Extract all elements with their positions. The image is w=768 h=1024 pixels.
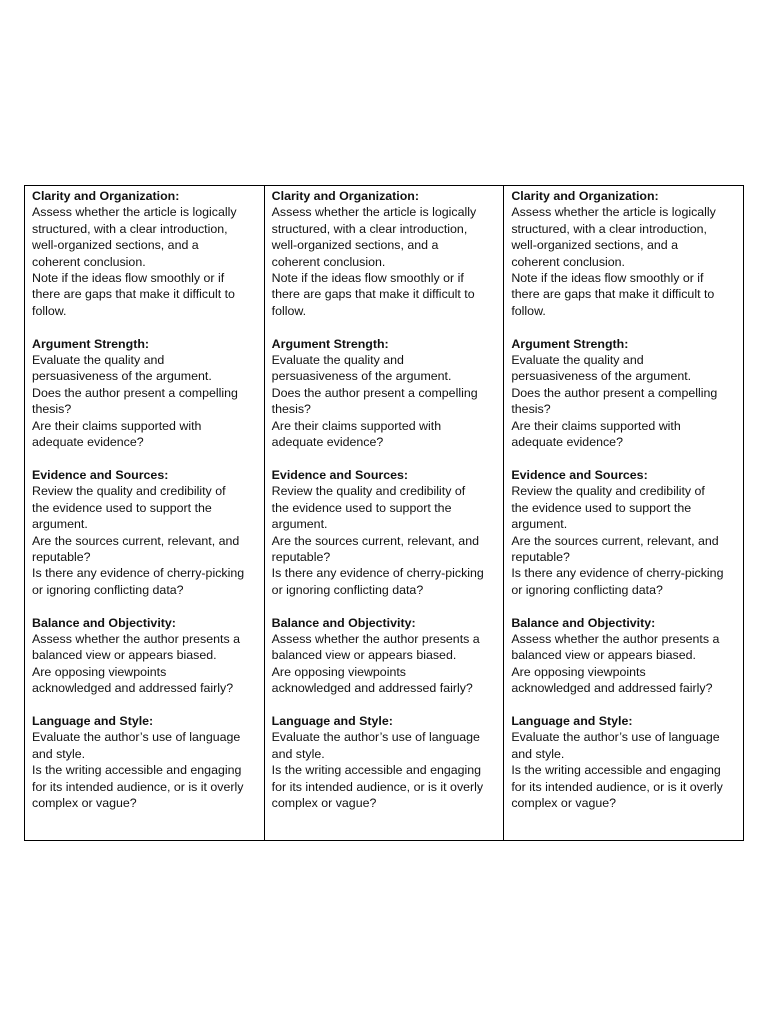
criterion-text-line: argument. bbox=[32, 517, 88, 532]
criterion-text-line: reputable? bbox=[271, 549, 331, 564]
criterion-heading: Clarity and Organization: bbox=[32, 189, 180, 203]
criterion-argument-strength bbox=[511, 336, 737, 451]
criterion-text-line: Is there any evidence of cherry-picking bbox=[511, 566, 724, 581]
criterion-text-line: there are gaps that make it difficult to bbox=[271, 287, 475, 302]
criterion-text-line: and style. bbox=[271, 746, 325, 761]
criterion-clarity-organization bbox=[32, 188, 258, 319]
criterion-text-line: acknowledged and addressed fairly? bbox=[511, 681, 713, 696]
criterion-text-line: thesis? bbox=[511, 402, 551, 417]
criterion-text-line: well-organized sections, and a bbox=[271, 238, 439, 253]
criterion-heading: Evidence and Sources: bbox=[32, 467, 169, 482]
criterion-text-line: Assess whether the author presents a bbox=[32, 631, 241, 646]
rubric-column-2 bbox=[265, 186, 505, 840]
criterion-text-line: coherent conclusion. bbox=[32, 254, 146, 269]
criterion-text-line: the evidence used to support the bbox=[271, 500, 452, 515]
rubric-column-3 bbox=[504, 186, 743, 840]
criterion-text-line: structured, with a clear introduction, bbox=[511, 221, 707, 236]
criterion-heading: Language and Style: bbox=[511, 713, 633, 728]
criterion-text-line: Does the author present a compelling bbox=[271, 385, 478, 400]
criterion-text-line: Evaluate the quality and bbox=[32, 353, 165, 368]
criterion-text-line: Review the quality and credibility of bbox=[271, 484, 466, 499]
criterion-balance-objectivity bbox=[272, 615, 498, 697]
criterion-argument-strength bbox=[272, 336, 498, 451]
criterion-clarity-organization bbox=[272, 188, 498, 319]
criterion-heading: Balance and Objectivity: bbox=[511, 615, 656, 630]
criterion-text-line: balanced view or appears biased. bbox=[32, 648, 217, 663]
criterion-text-line: persuasiveness of the argument. bbox=[271, 369, 452, 384]
criterion-heading: Clarity and Organization: bbox=[271, 189, 419, 203]
criterion-text-line: Note if the ideas flow smoothly or if bbox=[32, 271, 225, 286]
criterion-text-line: for its intended audience, or is it overly bbox=[32, 779, 244, 794]
criterion-heading: Language and Style: bbox=[32, 713, 154, 728]
criterion-text-line: reputable? bbox=[32, 549, 91, 564]
criterion-text-line: argument. bbox=[271, 517, 328, 532]
criterion-balance-objectivity bbox=[511, 615, 737, 697]
criterion-text-line: persuasiveness of the argument. bbox=[32, 369, 212, 384]
criterion-text-line: adequate evidence? bbox=[32, 435, 144, 450]
criterion-text-line: Evaluate the author’s use of language bbox=[32, 730, 241, 745]
criterion-text-line: for its intended audience, or is it overly bbox=[271, 779, 484, 794]
criterion-text-line: follow. bbox=[271, 303, 307, 318]
criterion-text-line: Evaluate the quality and bbox=[511, 353, 644, 368]
criterion-text-line: thesis? bbox=[32, 402, 72, 417]
criterion-heading: Argument Strength: bbox=[32, 336, 150, 351]
criterion-heading: Argument Strength: bbox=[271, 336, 389, 351]
criterion-text-line: complex or vague? bbox=[32, 795, 137, 810]
criterion-text-line: adequate evidence? bbox=[271, 435, 384, 450]
criterion-text-line: and style. bbox=[32, 746, 86, 761]
criterion-text-line: Review the quality and credibility of bbox=[511, 484, 705, 499]
criterion-text-line: Review the quality and credibility of bbox=[32, 484, 226, 499]
criterion-text-line: Note if the ideas flow smoothly or if bbox=[271, 271, 464, 286]
criterion-text-line: or ignoring conflicting data? bbox=[511, 582, 663, 597]
criterion-heading: Language and Style: bbox=[271, 713, 393, 728]
criterion-heading: Evidence and Sources: bbox=[511, 467, 648, 482]
criterion-text-line: Are their claims supported with bbox=[32, 418, 202, 433]
criterion-text-line: Are their claims supported with bbox=[271, 418, 442, 433]
criterion-evidence-sources bbox=[32, 467, 258, 598]
criterion-argument-strength bbox=[32, 336, 258, 451]
criterion-text-line: complex or vague? bbox=[271, 795, 377, 810]
rubric-column-1 bbox=[25, 186, 265, 840]
criterion-text-line: Are opposing viewpoints bbox=[271, 664, 406, 679]
criterion-text-line: Assess whether the author presents a bbox=[271, 631, 480, 646]
criterion-text-line: Is there any evidence of cherry-picking bbox=[32, 566, 245, 581]
criterion-text-line: complex or vague? bbox=[511, 795, 617, 810]
criterion-text-line: adequate evidence? bbox=[511, 435, 623, 450]
criterion-text-line: reputable? bbox=[511, 549, 570, 564]
criterion-text-line: or ignoring conflicting data? bbox=[271, 582, 424, 597]
criterion-text-line: coherent conclusion. bbox=[511, 254, 625, 269]
criterion-language-style bbox=[32, 713, 258, 811]
criterion-text-line: Does the author present a compelling bbox=[32, 385, 238, 400]
criterion-text-line: acknowledged and addressed fairly? bbox=[32, 681, 234, 696]
criterion-text-line: Evaluate the author’s use of language bbox=[511, 730, 720, 745]
criterion-text-line: the evidence used to support the bbox=[511, 500, 692, 515]
criterion-clarity-organization bbox=[511, 188, 737, 319]
criterion-text-line: structured, with a clear introduction, bbox=[271, 221, 468, 236]
criterion-text-line: acknowledged and addressed fairly? bbox=[271, 681, 473, 696]
criterion-text-line: Are their claims supported with bbox=[511, 418, 681, 433]
criterion-text-line: Is the writing accessible and engaging bbox=[511, 763, 721, 778]
criterion-heading: Balance and Objectivity: bbox=[32, 615, 176, 630]
criterion-text-line: Are the sources current, relevant, and bbox=[271, 533, 479, 548]
criterion-balance-objectivity bbox=[32, 615, 258, 697]
criterion-heading: Clarity and Organization: bbox=[511, 189, 659, 203]
criterion-text-line: Evaluate the author’s use of language bbox=[271, 730, 480, 745]
criterion-evidence-sources bbox=[272, 467, 498, 598]
criterion-text-line: Is the writing accessible and engaging bbox=[271, 763, 482, 778]
criterion-text-line: Note if the ideas flow smoothly or if bbox=[511, 271, 704, 286]
criterion-text-line: well-organized sections, and a bbox=[32, 238, 199, 253]
rubric-table bbox=[24, 185, 744, 841]
criterion-text-line: Does the author present a compelling bbox=[511, 385, 718, 400]
criterion-text-line: or ignoring conflicting data? bbox=[32, 582, 184, 597]
criterion-text-line: Are opposing viewpoints bbox=[511, 664, 646, 679]
criterion-text-line: Are opposing viewpoints bbox=[32, 664, 167, 679]
criterion-text-line: Is there any evidence of cherry-picking bbox=[271, 566, 484, 581]
criterion-text-line: there are gaps that make it difficult to bbox=[32, 287, 235, 302]
criterion-text-line: argument. bbox=[511, 517, 568, 532]
criterion-text-line: Assess whether the author presents a bbox=[511, 631, 720, 646]
criterion-text-line: coherent conclusion. bbox=[271, 254, 386, 269]
criterion-text-line: the evidence used to support the bbox=[32, 500, 212, 515]
criterion-text-line: persuasiveness of the argument. bbox=[511, 369, 692, 384]
criterion-text-line: Assess whether the article is logically bbox=[271, 205, 477, 220]
criterion-text-line: follow. bbox=[511, 303, 546, 318]
criterion-evidence-sources bbox=[511, 467, 737, 598]
criterion-text-line: well-organized sections, and a bbox=[511, 238, 679, 253]
criterion-text-line: Assess whether the article is logically bbox=[511, 205, 716, 220]
criterion-text-line: Are the sources current, relevant, and bbox=[511, 533, 719, 548]
criterion-text-line: Evaluate the quality and bbox=[271, 353, 404, 368]
criterion-heading: Argument Strength: bbox=[511, 336, 629, 351]
criterion-text-line: balanced view or appears biased. bbox=[511, 648, 696, 663]
criterion-text-line: structured, with a clear introduction, bbox=[32, 221, 228, 236]
criterion-text-line: and style. bbox=[511, 746, 565, 761]
criterion-language-style bbox=[511, 713, 737, 811]
criterion-text-line: thesis? bbox=[271, 402, 311, 417]
criterion-text-line: Are the sources current, relevant, and bbox=[32, 533, 240, 548]
criterion-text-line: balanced view or appears biased. bbox=[271, 648, 457, 663]
criterion-text-line: there are gaps that make it difficult to bbox=[511, 287, 715, 302]
criterion-text-line: Is the writing accessible and engaging bbox=[32, 763, 242, 778]
criterion-text-line: for its intended audience, or is it overly bbox=[511, 779, 723, 794]
criterion-heading: Balance and Objectivity: bbox=[271, 615, 416, 630]
criterion-language-style bbox=[272, 713, 498, 811]
criterion-text-line: Assess whether the article is logically bbox=[32, 205, 237, 220]
criterion-heading: Evidence and Sources: bbox=[271, 467, 409, 482]
criterion-text-line: follow. bbox=[32, 303, 67, 318]
